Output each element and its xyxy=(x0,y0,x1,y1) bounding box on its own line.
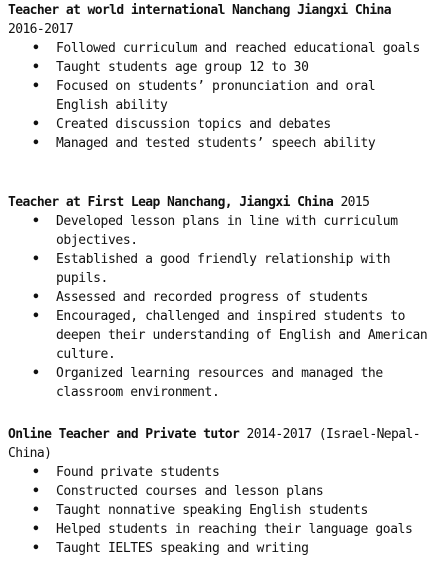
duty-text: Created discussion topics and debates xyxy=(56,117,331,132)
duty-text: Organized learning resources and managed the classroom environment. xyxy=(56,366,383,400)
bullet-icon: • xyxy=(32,541,40,556)
list-item xyxy=(8,77,433,115)
duty-text: Established a good friendly relationship with pupils. xyxy=(56,252,391,286)
bullet-icon: • xyxy=(32,503,40,518)
list-item xyxy=(8,212,433,250)
list-item xyxy=(8,364,433,402)
job-dates: 2016-2017 xyxy=(8,22,74,37)
bullet-icon: • xyxy=(32,465,40,480)
duties-list xyxy=(8,39,433,153)
experience-entry xyxy=(8,1,433,153)
bullet-icon: • xyxy=(32,136,40,151)
duties-list xyxy=(8,463,433,558)
duty-text: Developed lesson plans in line with curriculum objectives. xyxy=(56,214,398,248)
duty-text: Followed curriculum and reached educational goals xyxy=(56,41,420,56)
bullet-icon: • xyxy=(32,366,40,381)
duty-text: Helped students in reaching their language goals xyxy=(56,522,413,537)
list-item xyxy=(8,501,433,520)
duty-text: Taught IELTES speaking and writing xyxy=(56,541,309,556)
bullet-icon: • xyxy=(32,290,40,305)
experience-heading xyxy=(8,193,433,212)
bullet-icon: • xyxy=(32,117,40,132)
bullet-icon: • xyxy=(32,309,40,324)
bullet-icon: • xyxy=(32,79,40,94)
bullet-icon: • xyxy=(32,484,40,499)
duty-text: Assessed and recorded progress of students xyxy=(56,290,368,305)
duty-text: Constructed courses and lesson plans xyxy=(56,484,324,499)
duty-text: Managed and tested students’ speech ability xyxy=(56,136,376,151)
bullet-icon: • xyxy=(32,522,40,537)
experience-entry xyxy=(8,425,433,558)
job-title: Online Teacher and Private tutor xyxy=(8,427,240,442)
list-item xyxy=(8,463,433,482)
job-dates: 2014-2017 (Israel-Nepal-China) xyxy=(8,427,420,461)
list-item xyxy=(8,539,433,558)
job-title: Teacher at First Leap Nanchang, Jiangxi China xyxy=(8,195,334,210)
job-dates: 2015 xyxy=(340,195,370,210)
bullet-icon: • xyxy=(32,252,40,267)
experience-heading xyxy=(8,425,433,463)
duty-text: Encouraged, challenged and inspired students to deepen their understanding of English and American culture. xyxy=(56,309,428,362)
list-item xyxy=(8,58,433,77)
experience-heading xyxy=(8,1,433,39)
list-item xyxy=(8,250,433,288)
duty-text: Found private students xyxy=(56,465,220,480)
bullet-icon: • xyxy=(32,41,40,56)
list-item xyxy=(8,482,433,501)
list-item xyxy=(8,134,433,153)
list-item xyxy=(8,520,433,539)
duty-text: Taught nonnative speaking English students xyxy=(56,503,368,518)
bullet-icon: • xyxy=(32,214,40,229)
experience-entry xyxy=(8,193,433,402)
bullet-icon: • xyxy=(32,60,40,75)
list-item xyxy=(8,115,433,134)
list-item xyxy=(8,39,433,58)
job-title: Teacher at world international Nanchang Jiangxi China xyxy=(8,3,392,18)
list-item xyxy=(8,307,433,364)
list-item xyxy=(8,288,433,307)
duties-list xyxy=(8,212,433,402)
duty-text: Taught students age group 12 to 30 xyxy=(56,60,309,75)
duty-text: Focused on students’ pronunciation and oral English ability xyxy=(56,79,376,113)
